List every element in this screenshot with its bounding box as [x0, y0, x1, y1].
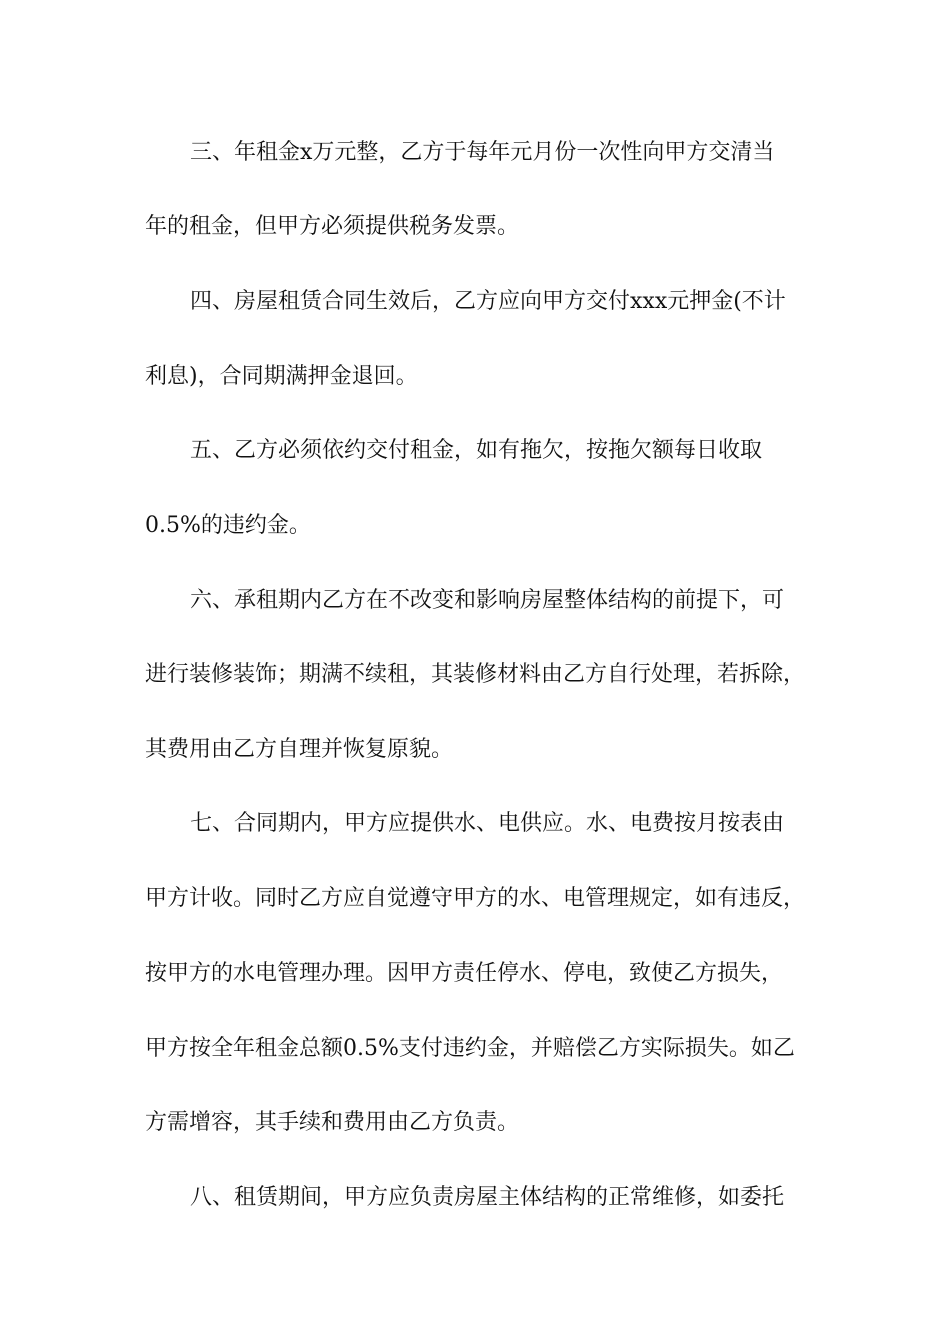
- clause-6-line-3: 其费用由乙方自理并恢复原貌。: [145, 737, 454, 762]
- clause-3-line-1: 三、年租金x万元整，乙方于每年元月份一次性向甲方交清当: [190, 140, 775, 165]
- clause-4-line-2: 利息)，合同期满押金退回。: [145, 364, 418, 389]
- clause-6-line-1: 六、承租期内乙方在不改变和影响房屋整体结构的前提下，可: [190, 588, 785, 613]
- clause-4-line-1: 四、房屋租赁合同生效后，乙方应向甲方交付xxx元押金(不计: [190, 289, 786, 314]
- clause-7-line-5: 方需增容，其手续和费用由乙方负责。: [145, 1110, 520, 1135]
- clause-6-line-2: 进行装修装饰；期满不续租，其装修材料由乙方自行处理，若拆除，: [145, 662, 806, 687]
- clause-7-line-1: 七、合同期内，甲方应提供水、电供应。水、电费按月按表由: [190, 811, 785, 836]
- clause-5-line-2: 0.5%的违约金。: [145, 513, 311, 538]
- clause-3-line-2: 年的租金，但甲方必须提供税务发票。: [145, 214, 520, 239]
- clause-7-line-3: 按甲方的水电管理办理。因甲方责任停水、停电，致使乙方损失，: [145, 961, 784, 986]
- clause-7-line-4: 甲方按全年租金总额0.5%支付违约金，并赔偿乙方实际损失。如乙: [145, 1036, 795, 1061]
- clause-8-line-1: 八、租赁期间，甲方应负责房屋主体结构的正常维修，如委托: [190, 1185, 785, 1210]
- clause-7-line-2: 甲方计收。同时乙方应自觉遵守甲方的水、电管理规定，如有违反，: [145, 886, 806, 911]
- clause-5-line-1: 五、乙方必须依约交付租金，如有拖欠，按拖欠额每日收取: [190, 438, 763, 463]
